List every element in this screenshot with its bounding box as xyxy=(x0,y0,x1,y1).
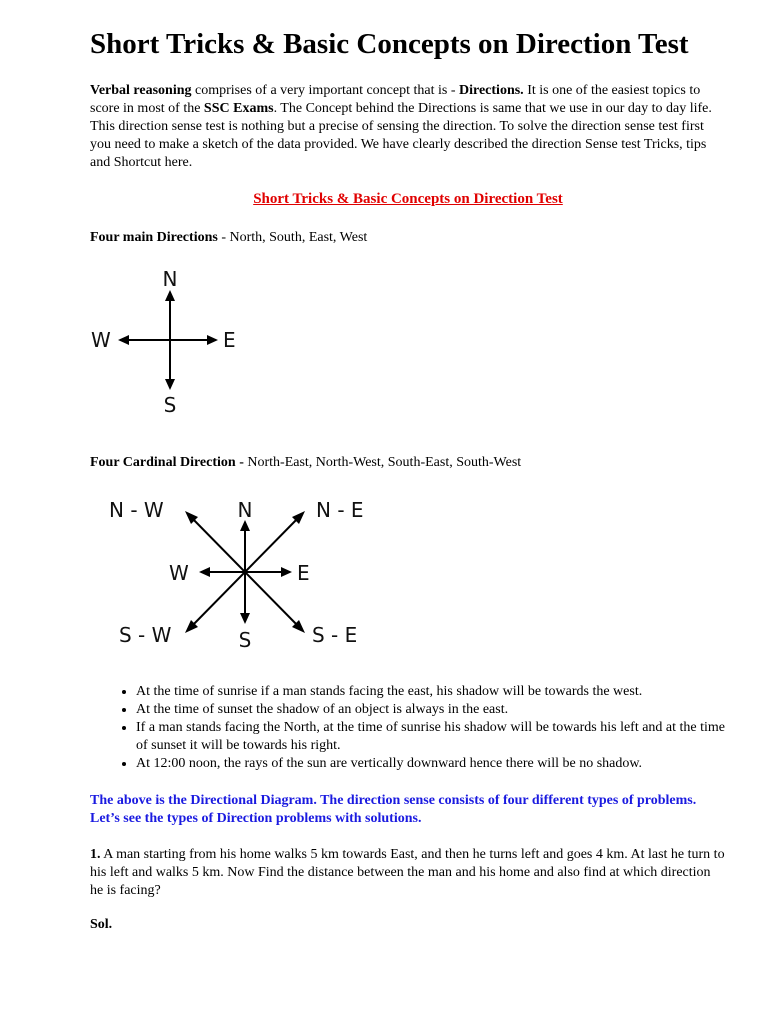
intro-text-3: . The Concept behind the Directions is same that we use in our day to day life. This direction sense test is nothing but a precise of sensing the direction. To solve the direction sense test first you need to make a sketch of the data provided. We have clearly described the direction Sense test Tricks, tips and Shortcut here. xyxy=(90,101,712,170)
intro-term: Verbal reasoning xyxy=(90,83,192,98)
cardinal-directions-text: North-East, North-West, South-East, South-West xyxy=(243,455,522,470)
shadow-facts-list xyxy=(90,683,730,773)
intro-text-2: It is one of the easiest topics to score in most of the xyxy=(90,83,701,116)
main-directions-line xyxy=(90,229,367,247)
south-arrowhead xyxy=(165,379,175,390)
west-label: W xyxy=(91,328,111,352)
intro-directions: Directions. xyxy=(459,83,524,98)
north-label: N xyxy=(162,267,178,291)
question-text: A man starting from his home walks 5 km towards East, and then he turns left and goes 4 km. At last he turn to his left and walks 5 km. Now Find the distance between the man and his home and also find at which direction he is facing? xyxy=(90,847,725,898)
cardinal-west-arrowhead xyxy=(199,567,210,577)
northeast-label: N - E xyxy=(316,498,364,522)
east-arrowhead xyxy=(207,335,218,345)
main-directions-text: - North, South, East, West xyxy=(217,230,368,245)
cardinal-directions-line xyxy=(90,454,521,472)
intro-paragraph xyxy=(90,82,726,172)
main-directions-label: Four main Directions xyxy=(90,230,218,245)
intro-exam: SSC Exams xyxy=(203,101,274,116)
intro-text-1: comprises of a very important concept that is - xyxy=(191,83,459,98)
south-label: S xyxy=(163,393,177,416)
cardinal-north-label: N xyxy=(237,498,253,522)
question-number: 1. xyxy=(90,847,101,862)
cardinal-east-arrowhead xyxy=(281,567,292,577)
east-label: E xyxy=(223,328,236,352)
southeast-label: S - E xyxy=(312,623,358,647)
list-item: • At 12:00 noon, the rays of the sun are vertically downward hence there will be no shadow. xyxy=(136,755,730,773)
section-subtitle-link[interactable]: Short Tricks & Basic Concepts on Direction Test xyxy=(253,191,563,207)
cardinal-south-label: S xyxy=(238,628,252,652)
cardinal-east-label: E xyxy=(297,561,310,585)
question-1 xyxy=(90,846,726,900)
list-item: • At the time of sunrise if a man stands facing the east, his shadow will be towards the west. xyxy=(136,683,730,701)
cardinal-west-label: W xyxy=(169,561,189,585)
cardinal-compass-diagram xyxy=(104,492,394,662)
northwest-label: N - W xyxy=(109,498,164,522)
list-item: • If a man stands facing the North, at the time of sunrise his shadow will be towards his left and at the time of sunset it will be towards his right. xyxy=(136,719,730,755)
cardinal-south-arrowhead xyxy=(240,613,250,624)
list-item: • At the time of sunset the shadow of an object is always in the east. xyxy=(136,701,730,719)
solution-label: Sol. xyxy=(90,917,113,932)
north-arrowhead xyxy=(165,290,175,301)
directional-diagram-note: The above is the Directional Diagram. The direction sense consists of four different types of problems. Let’s see the types of Direction problems with solutions. xyxy=(90,793,697,826)
page-title: Short Tricks & Basic Concepts on Direction Test xyxy=(90,28,689,60)
cardinal-directions-label: Four Cardinal Direction - xyxy=(90,455,244,470)
southwest-label: S - W xyxy=(119,623,172,647)
main-compass-diagram xyxy=(90,264,260,416)
west-arrowhead xyxy=(118,335,129,345)
